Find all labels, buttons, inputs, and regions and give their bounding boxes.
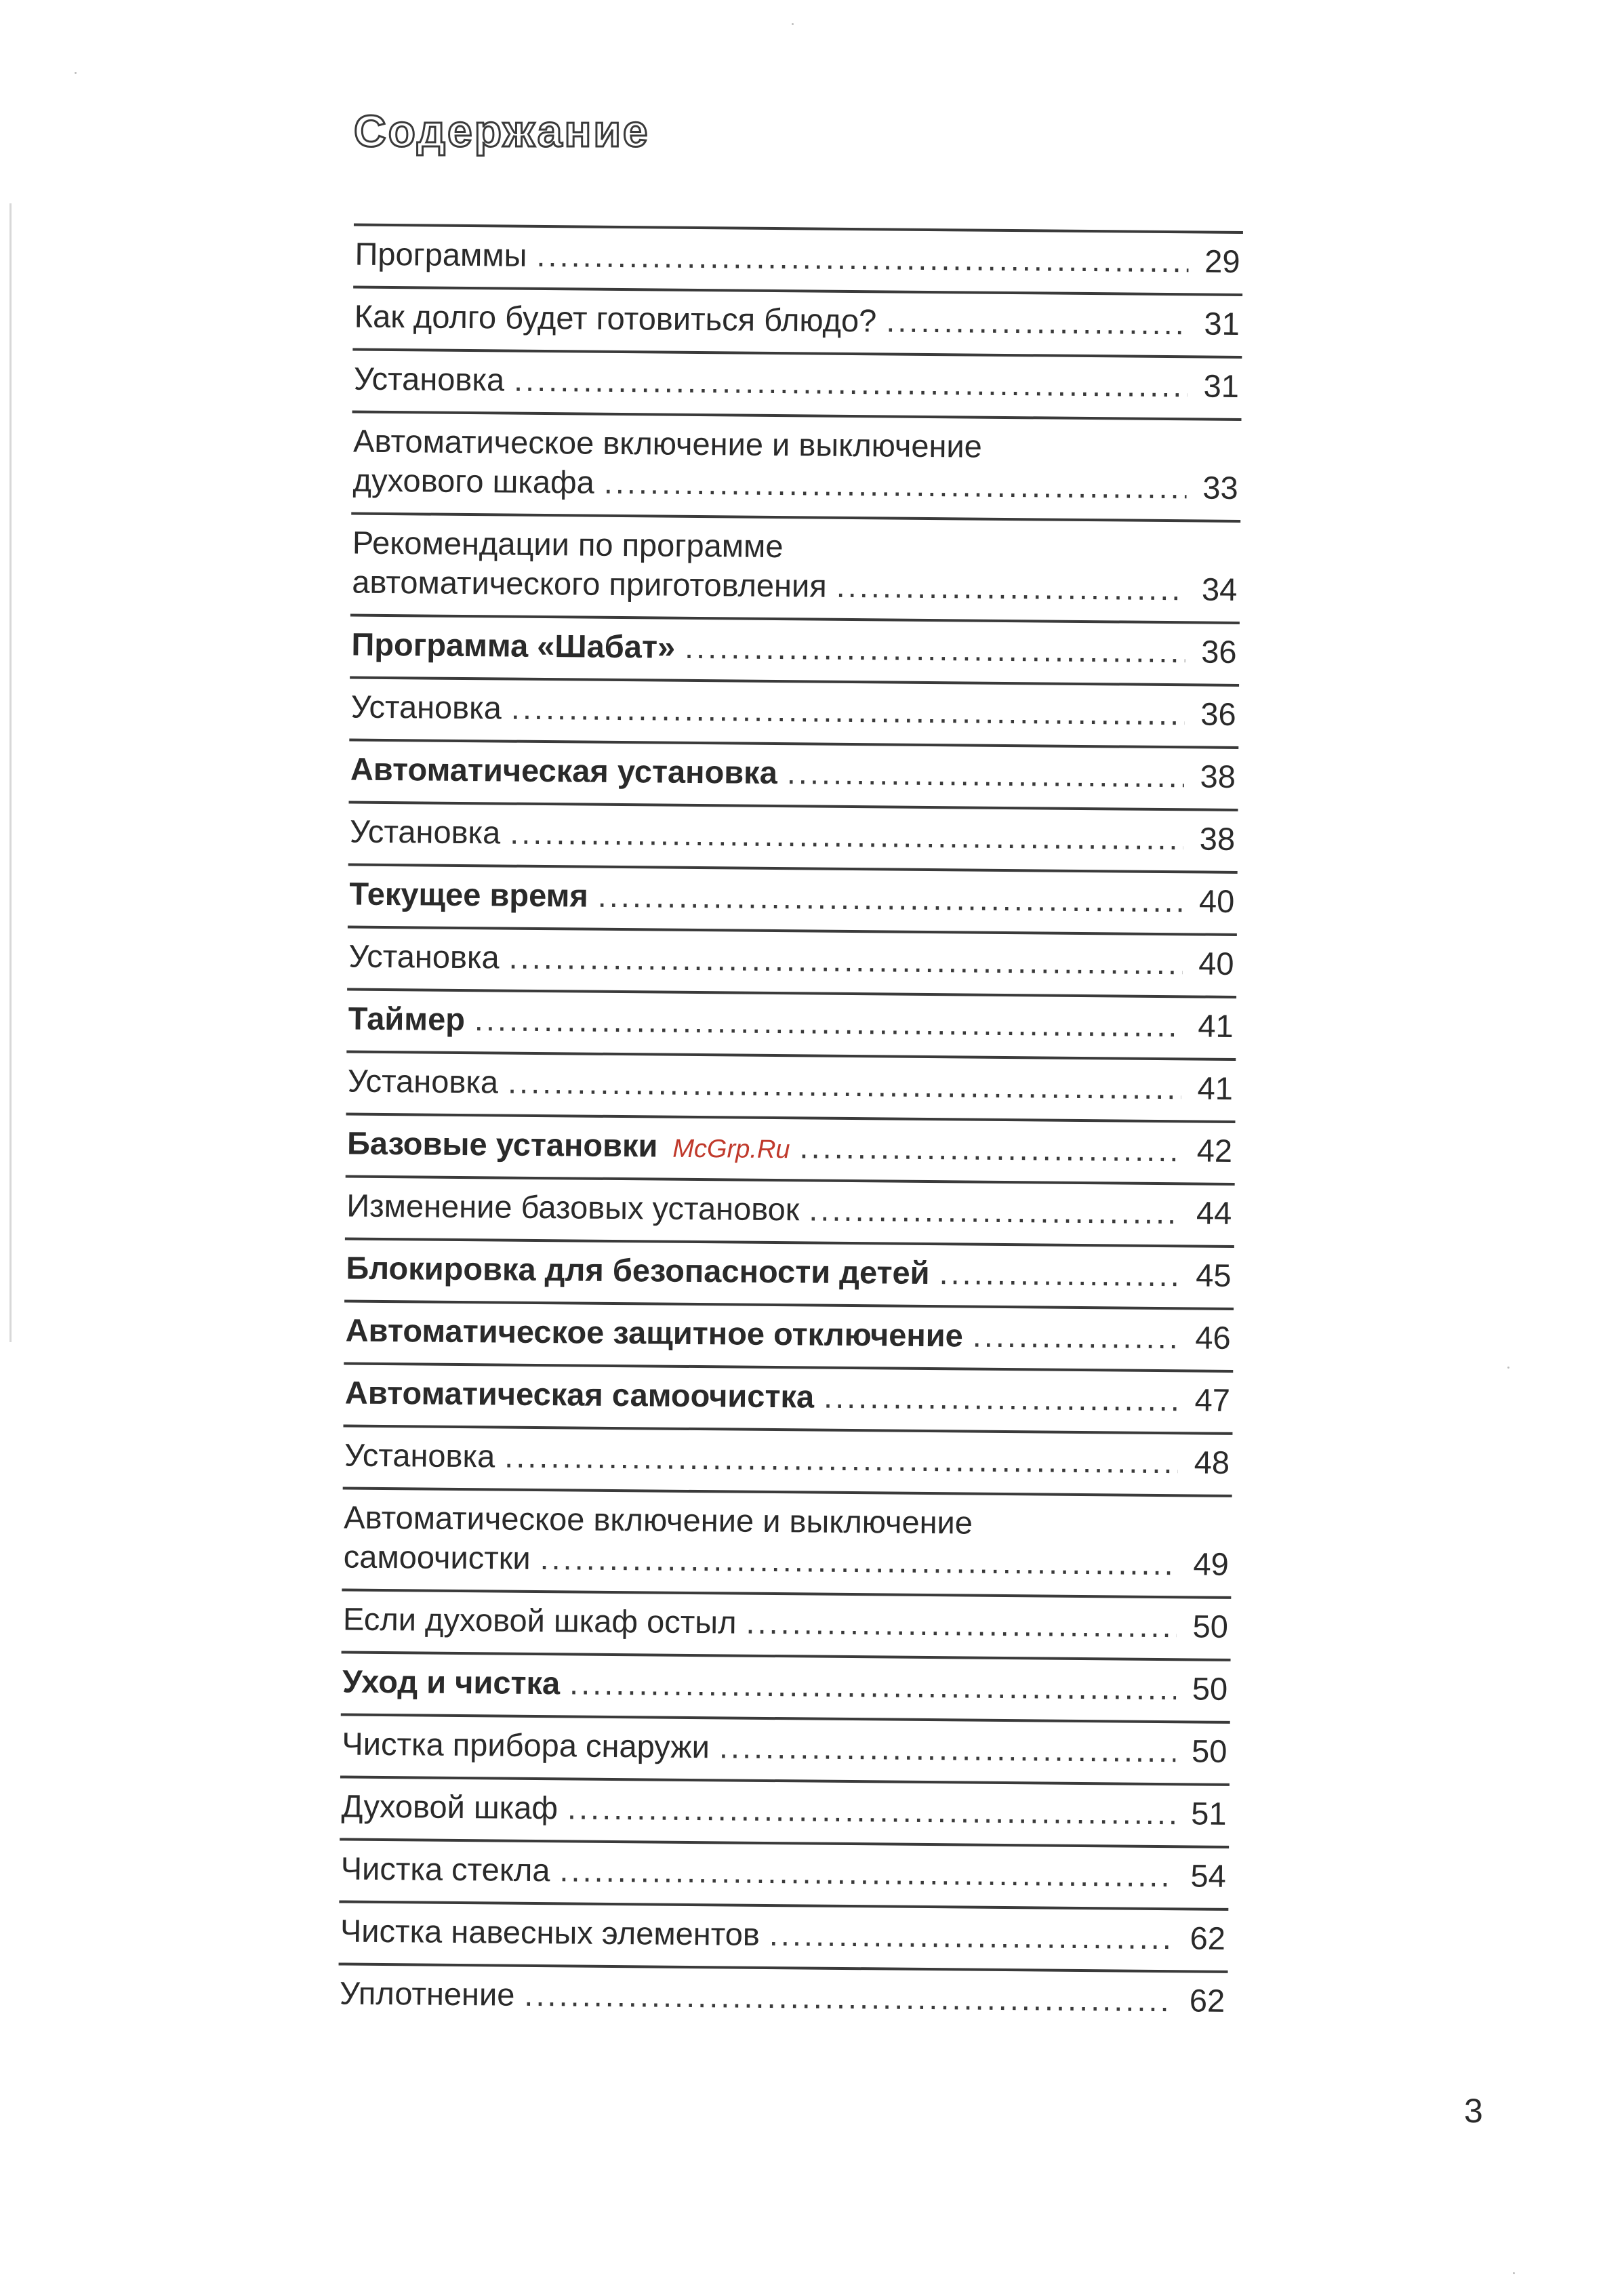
toc-entry[interactable] [351, 411, 1241, 520]
dot-leader [474, 1000, 1182, 1045]
toc-entry-page: 36 [1200, 695, 1236, 732]
toc-entry[interactable] [353, 224, 1243, 294]
dot-leader [508, 938, 1182, 984]
toc-entry-page: 36 [1201, 633, 1237, 670]
dot-leader [886, 301, 1188, 343]
toc-entry-page: 50 [1192, 1670, 1228, 1707]
dot-leader [567, 1788, 1175, 1833]
dot-leader [939, 1253, 1179, 1295]
toc-section-entry[interactable] [349, 739, 1239, 809]
dot-leader [540, 1539, 1177, 1583]
dot-leader [510, 813, 1183, 859]
toc-entry-title: Установка [349, 813, 501, 851]
toc-entry-title: Автоматическая установка [350, 750, 778, 791]
toc-entry-page: 50 [1191, 1733, 1227, 1769]
toc-entry-title: Таймер [348, 1000, 466, 1038]
toc-entry-page: 40 [1198, 945, 1234, 982]
toc-entry-title: Автоматическое включение и выключение [344, 1499, 973, 1541]
toc-entry-title: Установка [350, 688, 502, 726]
toc-entry-page: 50 [1192, 1608, 1229, 1644]
toc-section-entry[interactable] [350, 614, 1240, 684]
toc-entry-page: 51 [1191, 1795, 1227, 1832]
dot-leader [559, 1851, 1175, 1895]
toc-entry-title: Установка [344, 1436, 495, 1474]
dot-leader [769, 1915, 1175, 1958]
toc-entry[interactable] [346, 1051, 1236, 1120]
toc-entry-title: Базовые установки [346, 1125, 658, 1164]
dot-leader [787, 753, 1185, 796]
toc-entry-title: Если духовой шкаф остыл [342, 1600, 737, 1640]
dot-leader [508, 1063, 1181, 1108]
toc-entry-title-continued: автоматического приготовления [352, 563, 827, 604]
toc-entry[interactable] [348, 801, 1238, 871]
toc-entry-title: Программы [354, 235, 527, 273]
dot-leader [536, 236, 1189, 281]
toc-entry-title: Установка [347, 1062, 499, 1100]
dot-leader [598, 876, 1183, 921]
toc-entry-page: 44 [1196, 1194, 1232, 1231]
watermark: McGrp.Ru [672, 1134, 790, 1165]
toc-section-entry[interactable] [341, 1651, 1231, 1720]
toc-entry-title: Блокировка для безопасности детей [346, 1249, 930, 1291]
toc-entry-page: 46 [1195, 1319, 1231, 1356]
toc-entry[interactable] [339, 1900, 1229, 1970]
toc-entry-page: 34 [1201, 571, 1238, 607]
toc-entry-page: 40 [1198, 883, 1235, 919]
toc-entry-title: Текущее время [349, 875, 589, 914]
toc-entry-page: 38 [1199, 820, 1236, 857]
table-of-contents [0, 220, 1624, 2036]
toc-entry-page: 41 [1198, 1007, 1234, 1044]
toc-entry-title: Установка [353, 360, 505, 398]
page-number: 3 [1464, 2092, 1483, 2130]
toc-entry[interactable] [345, 1175, 1235, 1245]
scan-speck [792, 23, 794, 25]
dot-leader [799, 1127, 1181, 1170]
toc-entry-title: Программа «Шабат» [351, 626, 676, 665]
toc-entry-title: Рекомендации по программе [352, 524, 784, 565]
scan-speck [1513, 2272, 1515, 2274]
toc-entry-page: 49 [1193, 1545, 1230, 1582]
toc-entry-page: 33 [1202, 469, 1238, 506]
toc-section-entry[interactable] [344, 1299, 1234, 1369]
toc-entry-title: Установка [348, 937, 500, 975]
dot-leader [719, 1727, 1176, 1771]
toc-section-entry[interactable] [348, 864, 1238, 933]
toc-entry-title: Изменение базовых установок [346, 1187, 800, 1228]
dot-leader [746, 1603, 1177, 1646]
toc-entry-title: Чистка навесных элементов [340, 1912, 760, 1952]
toc-entry-page: 62 [1190, 1920, 1226, 1956]
toc-entry-page: 31 [1204, 305, 1240, 342]
toc-entry-title: Чистка прибора снаружи [342, 1725, 710, 1765]
toc-entry[interactable] [343, 1424, 1233, 1494]
dot-leader [685, 628, 1185, 671]
toc-entry[interactable] [342, 1487, 1232, 1596]
toc-entry[interactable] [340, 1775, 1230, 1845]
toc-entry[interactable] [339, 1838, 1229, 1907]
toc-entry-page: 42 [1196, 1132, 1233, 1169]
toc-entry-page: 45 [1195, 1257, 1232, 1293]
toc-entry-page: 48 [1194, 1444, 1230, 1480]
toc-entry-title: Как долго будет готовиться блюдо? [354, 298, 877, 339]
dot-leader [511, 689, 1185, 734]
toc-entry[interactable] [349, 676, 1239, 746]
toc-entry[interactable] [340, 1713, 1230, 1783]
toc-entry-title: Автоматическая самоочистка [344, 1374, 815, 1415]
toc-entry-title: Уплотнение [339, 1975, 515, 2013]
toc-entry[interactable] [350, 512, 1240, 622]
toc-entry[interactable] [352, 348, 1242, 418]
toc-entry[interactable] [352, 286, 1242, 356]
dot-leader [504, 1437, 1178, 1482]
dot-leader [514, 361, 1187, 406]
toc-section-entry[interactable] [344, 1362, 1234, 1432]
dot-leader [836, 567, 1185, 609]
dot-leader [973, 1316, 1179, 1358]
scan-speck [75, 72, 77, 74]
toc-entry-title-continued: духового шкафа [352, 462, 595, 500]
toc-entry-title: Уход и чистка [342, 1663, 561, 1701]
toc-entry-page: 62 [1189, 1982, 1225, 2019]
toc-entry-title: Автоматическое защитное отключение [345, 1312, 964, 1354]
toc-entry-page: 41 [1197, 1070, 1234, 1106]
dot-leader [604, 463, 1187, 508]
dot-leader [809, 1190, 1180, 1232]
toc-entry-page: 38 [1200, 758, 1236, 794]
toc-entry-title: Чистка стекла [340, 1850, 550, 1888]
dot-leader [569, 1663, 1177, 1708]
toc-entry-page: 31 [1203, 367, 1240, 404]
dot-leader [824, 1377, 1179, 1420]
toc-entry[interactable] [342, 1588, 1232, 1658]
toc-entry[interactable] [347, 926, 1237, 996]
toc-section-entry[interactable] [346, 988, 1236, 1058]
dot-leader [524, 1975, 1173, 2020]
page-title: Содержание [354, 106, 650, 156]
toc-section-entry[interactable] [346, 1113, 1236, 1183]
toc-entry-page: 29 [1204, 243, 1240, 279]
toc-entry[interactable] [338, 1962, 1228, 2032]
toc-entry-title: Духовой шкаф [341, 1787, 559, 1826]
toc-entry-page: 54 [1190, 1857, 1226, 1894]
toc-entry-title: Автоматическое включение и выключение [352, 422, 983, 464]
toc-entry-page: 47 [1194, 1381, 1231, 1418]
toc-section-entry[interactable] [344, 1237, 1234, 1307]
toc-entry-title-continued: самоочистки [343, 1538, 531, 1576]
